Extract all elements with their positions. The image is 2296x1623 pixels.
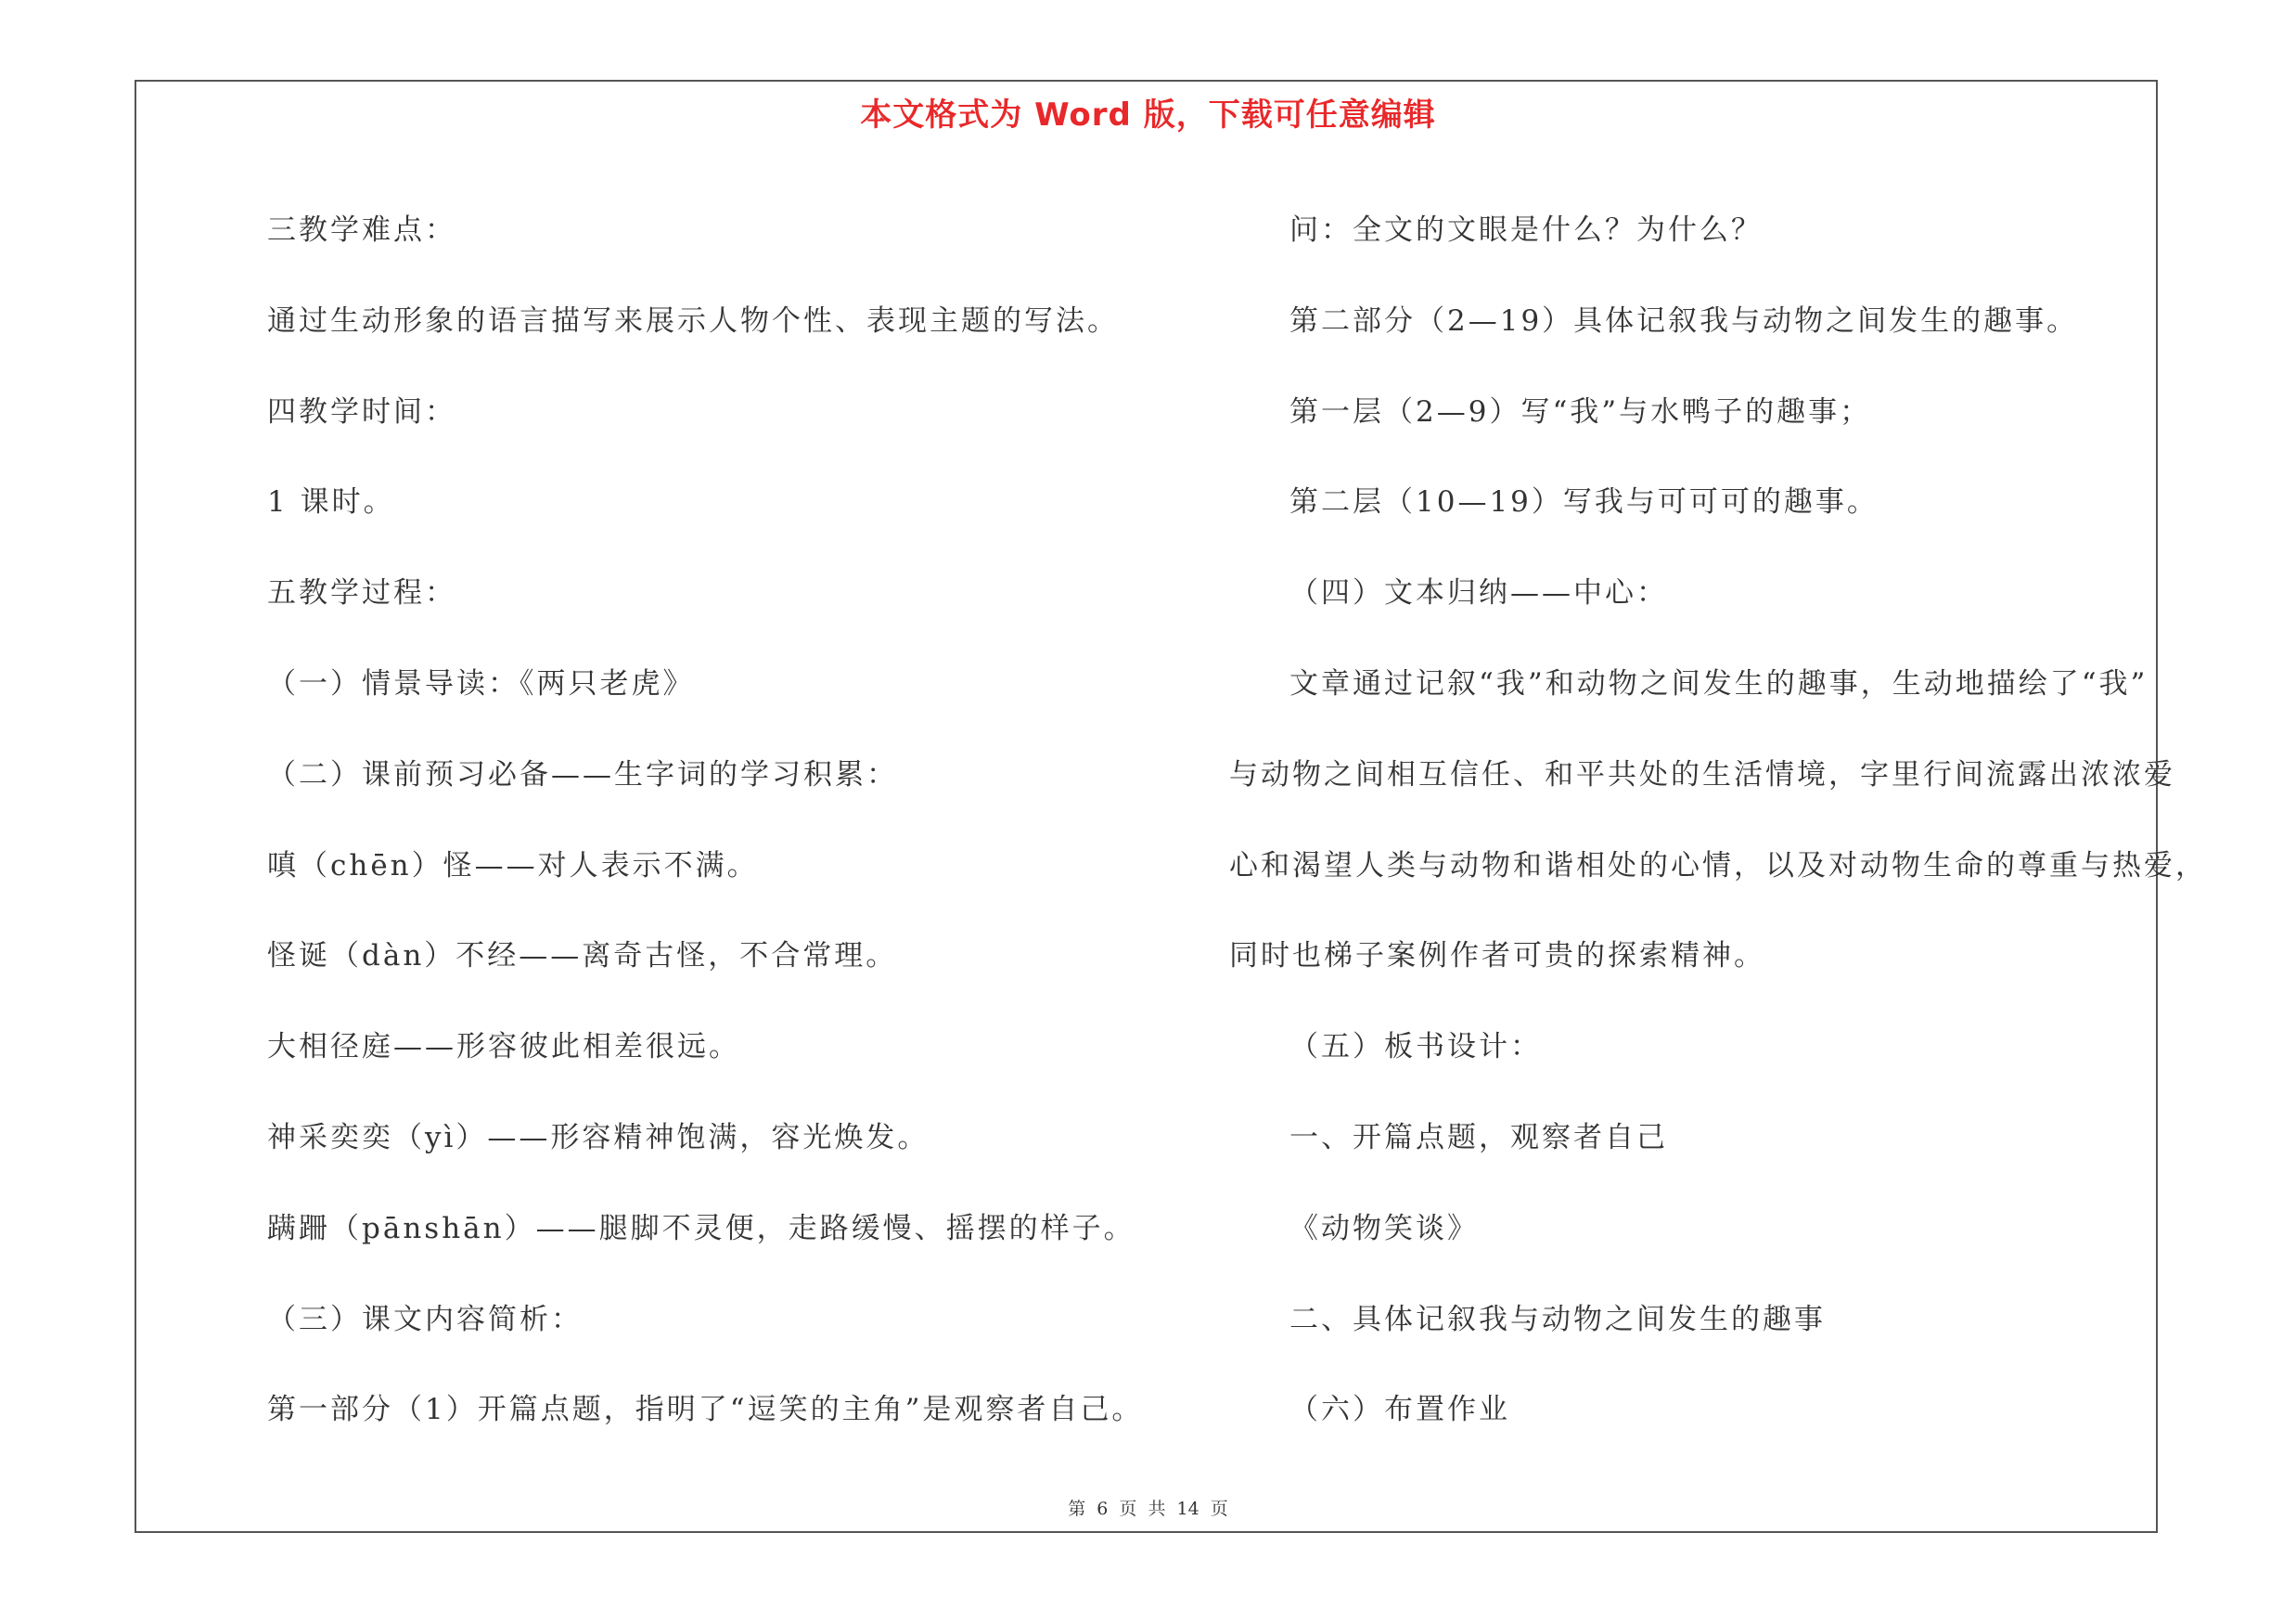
paragraph-line: 心和渴望人类与动物和谐相处的心情，以及对动物生命的尊重与热爱， — [1229, 848, 2207, 882]
paragraph-line: 问：全文的文眼是什么？为什么？ — [1289, 213, 1763, 247]
left-column — [267, 186, 1195, 1456]
paragraph-line: 通过生动形象的语言描写来展示人物个性、表现主题的写法。 — [267, 303, 1119, 338]
section-heading-summary: （四）文本归纳——中心： — [1289, 576, 1668, 611]
paragraph-line: （三）课文内容简析： — [267, 1302, 583, 1336]
section-heading-board: （五）板书设计： — [1289, 1030, 1542, 1064]
paragraph-line: （二）课前预习必备——生字词的学习积累： — [267, 757, 898, 792]
paragraph-line: 第一部分（1）开篇点题，指明了“逗笑的主角”是观察者自己。 — [267, 1393, 1144, 1427]
vocab-item: 嗔（chēn）怪——对人表示不满。 — [267, 848, 759, 882]
paragraph-line: （一）情景导读：《两只老虎》 — [267, 666, 695, 701]
paragraph-line: 一、开篇点题，观察者自己 — [1289, 1120, 1668, 1154]
paragraph-line: 第二部分（2—19）具体记叙我与动物之间发生的趣事。 — [1289, 303, 2079, 338]
section-heading-homework: （六）布置作业 — [1289, 1393, 1510, 1427]
section-heading-time: 四教学时间： — [267, 394, 456, 429]
paragraph-line: 1 课时。 — [267, 485, 395, 520]
page-number: 第 6 页 共 14 页 — [1068, 1499, 1228, 1519]
right-column — [1229, 186, 2207, 1456]
section-heading-difficulty: 三教学难点： — [267, 213, 456, 247]
header-banner: 本文格式为 Word 版，下载可任意编辑 — [860, 97, 1436, 134]
paragraph-line: 《动物笑谈》 — [1289, 1211, 1479, 1245]
paragraph-line: 第二层（10—19）写我与可可可的趣事。 — [1289, 485, 1879, 520]
section-heading-process: 五教学过程： — [267, 576, 456, 611]
paragraph-line: 同时也梯子案例作者可贵的探索精神。 — [1229, 939, 1765, 973]
vocab-item: 大相径庭——形容彼此相差很远。 — [267, 1030, 740, 1064]
paragraph-line: 二、具体记叙我与动物之间发生的趣事 — [1289, 1302, 1826, 1336]
paragraph-line: 文章通过记叙“我”和动物之间发生的趣事，生动地描绘了“我” — [1289, 666, 2148, 701]
vocab-item: 蹒跚（pānshān）——腿脚不灵便，走路缓慢、摇摆的样子。 — [267, 1211, 1135, 1245]
paragraph-line: 与动物之间相互信任、和平共处的生活情境，字里行间流露出浓浓爱 — [1229, 757, 2175, 792]
vocab-item: 怪诞（dàn）不经——离奇古怪，不合常理。 — [267, 939, 898, 973]
paragraph-line: 第一层（2—9）写“我”与水鸭子的趣事； — [1289, 394, 1872, 429]
vocab-item: 神采奕奕（yì）——形容精神饱满，容光焕发。 — [267, 1120, 930, 1154]
